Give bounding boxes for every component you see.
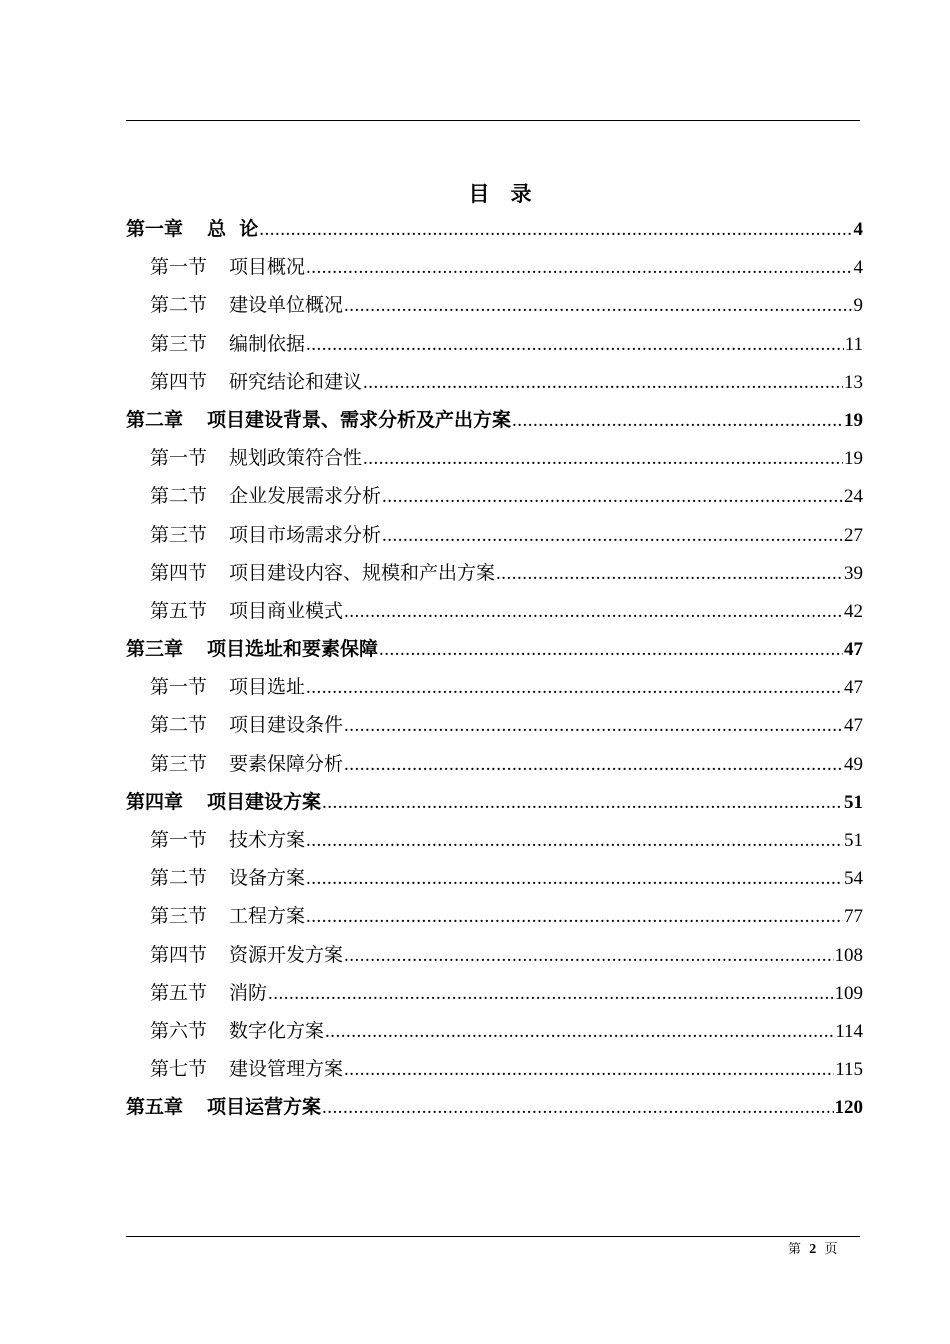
dot-leader [382, 478, 843, 516]
toc-entry-page: 47 [844, 639, 863, 661]
toc-entry-title: 项目建设内容、规模和产出方案 [229, 561, 496, 584]
toc-entry-number: 第四节 [150, 561, 208, 584]
dot-leader [363, 364, 843, 402]
toc-entry-number: 第五节 [150, 599, 208, 622]
toc-entry-number: 第三章 [126, 638, 184, 661]
toc-entry-title: 技术方案 [229, 829, 306, 851]
toc-section-entry[interactable] [126, 859, 863, 897]
toc-entry-title: 项目选址 [229, 676, 306, 699]
toc-entry-number: 第三节 [150, 523, 208, 546]
table-of-contents [126, 210, 863, 1127]
toc-entry-number: 第四节 [150, 943, 208, 966]
toc-section-entry[interactable] [126, 248, 863, 286]
toc-title: 目 录 [468, 181, 532, 206]
toc-entry-page: 115 [835, 1059, 863, 1081]
dot-leader [344, 746, 843, 784]
toc-entry-number: 第六节 [150, 1019, 208, 1042]
toc-section-entry[interactable] [126, 668, 863, 706]
toc-section-entry[interactable] [126, 706, 863, 744]
toc-entry-title: 项目建设方案 [207, 790, 322, 813]
toc-chapter-entry[interactable] [126, 210, 863, 248]
toc-section-entry[interactable] [126, 363, 863, 401]
toc-section-entry[interactable] [126, 936, 863, 974]
toc-entry-page: 11 [844, 333, 863, 355]
toc-section-entry[interactable] [126, 554, 863, 592]
dot-leader [344, 937, 833, 975]
toc-entry-title: 项目选址和要素保障 [207, 638, 379, 661]
toc-entry-page: 114 [835, 1020, 863, 1042]
toc-entry-page: 47 [844, 677, 863, 699]
dot-leader [512, 402, 843, 440]
toc-entry-page: 19 [844, 409, 863, 431]
toc-entry-page: 47 [844, 715, 863, 737]
toc-section-entry[interactable] [126, 745, 863, 783]
toc-entry-title: 项目市场需求分析 [229, 523, 382, 546]
toc-entry-number: 第二节 [150, 485, 208, 508]
toc-entry-title: 建设管理方案 [229, 1058, 344, 1081]
dot-leader [268, 975, 833, 1013]
toc-entry-title: 研究结论和建议 [229, 370, 363, 393]
toc-entry-page: 51 [844, 830, 863, 851]
dot-leader [344, 593, 843, 631]
toc-section-entry[interactable] [126, 1012, 863, 1050]
footer-suffix: 页 [824, 1242, 838, 1257]
toc-entry-title: 数字化方案 [229, 1019, 325, 1042]
toc-entry-number: 第一节 [150, 676, 208, 699]
toc-section-entry[interactable] [126, 516, 863, 554]
dot-leader [325, 1013, 834, 1051]
toc-entry-number: 第二节 [150, 294, 208, 317]
toc-entry-number: 第一章 [126, 218, 184, 240]
dot-leader [344, 287, 852, 325]
toc-entry-page: 49 [844, 753, 863, 775]
toc-entry-page: 108 [834, 944, 863, 966]
toc-entry-title: 消防 [229, 981, 268, 1004]
dot-leader [363, 440, 843, 478]
dot-leader [344, 1051, 834, 1089]
toc-section-entry[interactable] [126, 897, 863, 935]
header-rule [126, 120, 860, 121]
dot-leader [496, 555, 843, 593]
toc-entry-number: 第五节 [150, 981, 208, 1004]
page-number-footer [788, 1238, 838, 1258]
toc-entry-page: 120 [834, 1097, 863, 1119]
toc-entry-title: 项目建设背景、需求分析及产出方案 [207, 408, 512, 431]
toc-section-entry[interactable] [126, 286, 863, 324]
toc-entry-number: 第三节 [150, 332, 208, 355]
toc-entry-page: 77 [844, 906, 863, 928]
toc-entry-title: 项目建设条件 [229, 714, 344, 737]
toc-entry-page: 27 [844, 524, 863, 546]
toc-entry-number: 第二节 [150, 714, 208, 737]
dot-leader [306, 326, 844, 364]
toc-entry-page: 4 [853, 257, 863, 279]
toc-entry-title: 要素保障分析 [229, 752, 344, 775]
toc-entry-number: 第一节 [150, 829, 208, 851]
toc-entry-number: 第五章 [126, 1096, 184, 1119]
toc-entry-page: 24 [844, 486, 863, 508]
dot-leader [322, 784, 843, 822]
toc-entry-number: 第七节 [150, 1058, 208, 1081]
toc-entry-title: 规划政策符合性 [229, 447, 363, 470]
footer-prefix: 第 [788, 1242, 802, 1257]
toc-entry-title: 工程方案 [229, 905, 306, 928]
dot-leader [306, 822, 843, 860]
toc-chapter-entry[interactable] [126, 1088, 863, 1126]
toc-entry-page: 51 [844, 791, 863, 813]
toc-entry-page: 39 [844, 562, 863, 584]
toc-entry-number: 第二节 [150, 867, 208, 890]
toc-entry-page: 54 [844, 868, 863, 890]
toc-entry-title: 总 论 [207, 218, 259, 240]
toc-chapter-entry[interactable] [126, 630, 863, 668]
toc-entry-page: 13 [844, 371, 863, 393]
toc-entry-page: 19 [844, 448, 863, 470]
toc-section-entry[interactable] [126, 592, 863, 630]
toc-entry-title: 编制依据 [229, 332, 306, 355]
toc-entry-number: 第二章 [126, 408, 184, 431]
dot-leader [306, 249, 852, 287]
toc-section-entry[interactable] [126, 821, 863, 859]
toc-entry-page: 109 [834, 982, 863, 1004]
dot-leader [306, 898, 843, 936]
toc-entry-number: 第三节 [150, 905, 208, 928]
toc-entry-page: 9 [853, 295, 863, 317]
toc-entry-title: 项目商业模式 [229, 599, 344, 622]
toc-chapter-entry[interactable] [126, 401, 863, 439]
dot-leader [382, 517, 843, 555]
toc-entry-number: 第四节 [150, 370, 208, 393]
toc-chapter-entry[interactable] [126, 783, 863, 821]
dot-leader [259, 211, 852, 249]
toc-entry-page: 4 [853, 219, 863, 240]
toc-section-entry[interactable] [126, 477, 863, 515]
toc-entry-title: 建设单位概况 [229, 294, 344, 317]
toc-entry-title: 设备方案 [229, 867, 306, 890]
toc-entry-number: 第一节 [150, 447, 208, 470]
dot-leader [344, 707, 843, 745]
toc-section-entry[interactable] [126, 439, 863, 477]
dot-leader [306, 860, 843, 898]
toc-entry-number: 第一节 [150, 256, 208, 279]
dot-leader [379, 631, 843, 669]
toc-entry-number: 第三节 [150, 752, 208, 775]
toc-entry-title: 资源开发方案 [229, 943, 344, 966]
toc-section-entry[interactable] [126, 325, 863, 363]
toc-entry-title: 项目概况 [229, 256, 306, 279]
toc-section-entry[interactable] [126, 1050, 863, 1088]
dot-leader [306, 669, 843, 707]
toc-entry-title: 项目运营方案 [207, 1096, 322, 1119]
toc-entry-page: 42 [844, 600, 863, 622]
footer-rule [126, 1236, 860, 1237]
toc-entry-number: 第四章 [126, 790, 184, 813]
footer-page-number: 2 [809, 1242, 817, 1257]
dot-leader [322, 1089, 833, 1127]
toc-section-entry[interactable] [126, 974, 863, 1012]
toc-entry-title: 企业发展需求分析 [229, 485, 382, 508]
